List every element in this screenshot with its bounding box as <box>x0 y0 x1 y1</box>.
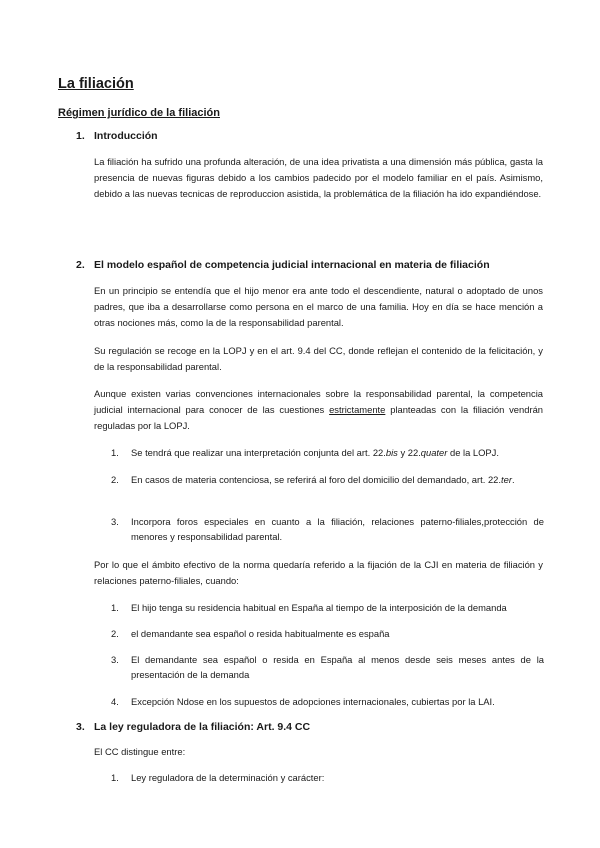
section-number: 2. <box>76 259 85 271</box>
list-number: 1. <box>111 447 119 458</box>
paragraph: Aunque existen varias convenciones internacionales sobre la responsabilidad parental, la competencia judicial internacional para conocer de las cuestiones estrictamente planteadas con la filiación vendrán reguladas por la LOPJ. <box>94 388 544 431</box>
list-number: 2. <box>111 628 119 639</box>
paragraph: Su regulación se recoge en la LOPJ y en el art. 9.4 del CC, donde reflejan el contenido de la felicitación, y de la responsabilidad parental. <box>94 345 543 372</box>
list-number: 3. <box>111 654 119 665</box>
list-item: 2. el demandante sea español o resida habitualmente es españa <box>111 628 390 639</box>
section-number: 3. <box>76 721 85 733</box>
list-number: 1. <box>111 772 119 783</box>
underlined-word: estrictamente <box>329 404 386 415</box>
list-number: 2. <box>111 474 119 485</box>
section-heading-2 <box>76 259 490 271</box>
section-title: La ley reguladora de la filiación: Art. 9.4 CC <box>94 721 311 733</box>
list-number: 1. <box>111 602 119 613</box>
list-item: 4. Excepción Ndose en los supuestos de adopciones internacionales, cubiertas por la LAI. <box>111 696 495 707</box>
paragraph: La filiación ha sufrido una profunda alteración, de una idea privatista a una dimensión más pública, gasta la presencia de nuevas figuras debido a los cambios padecido por el modelo familiar en el país. Asimismo, debido a las nuevas tecnicas de reproduccion asistida, la problemática de la filiación ha ido expandiéndose. <box>94 156 543 199</box>
paragraph: En un principio se entendía que el hijo menor era ante todo el descendiente, natural o adoptado de unos padres, que iba a desarrollarse como persona en el marco de una familia. Hoy en día se hace mención a otras nociones más, como la de la responsabilidad parental. <box>94 285 543 328</box>
list-item: 1. El hijo tenga su residencia habitual en España al tiempo de la interposición de la demanda <box>111 602 507 613</box>
paragraph: Por lo que el ámbito efectivo de la norma quedaría referido a la fijación de la CJI en materia de filiación y relaciones paterno-filiales, cuando: <box>94 559 543 586</box>
list-item: 1. Se tendrá que realizar una interpretación conjunta del art. 22.bis y 22.quater de la LOPJ. <box>111 447 499 458</box>
list-item: 3. Incorpora foros especiales en cuanto a la filiación, relaciones paterno-filiales,protección de menores y responsabilidad parental. <box>111 516 544 542</box>
subtitle: Régimen jurídico de la filiación <box>58 107 220 119</box>
section-number: 1. <box>76 130 85 142</box>
list-number: 3. <box>111 516 119 527</box>
list-item: 2. En casos de materia contenciosa, se referirá al foro del domicilio del demandado, art. 22.ter. <box>111 474 515 485</box>
page-title: La filiación <box>58 76 134 92</box>
list-number: 4. <box>111 696 119 707</box>
list-item: 1. Ley reguladora de la determinación y carácter: <box>111 772 325 783</box>
list-item: 3. El demandante sea español o resida en España al menos desde seis meses antes de la presentación de la demanda <box>111 654 544 680</box>
section-title: El modelo español de competencia judicial internacional en materia de filiación <box>94 259 490 271</box>
paragraph: El CC distingue entre: <box>94 746 186 757</box>
section-title: Introducción <box>94 130 158 142</box>
section-heading-1 <box>76 130 158 142</box>
section-heading-3 <box>76 721 310 733</box>
